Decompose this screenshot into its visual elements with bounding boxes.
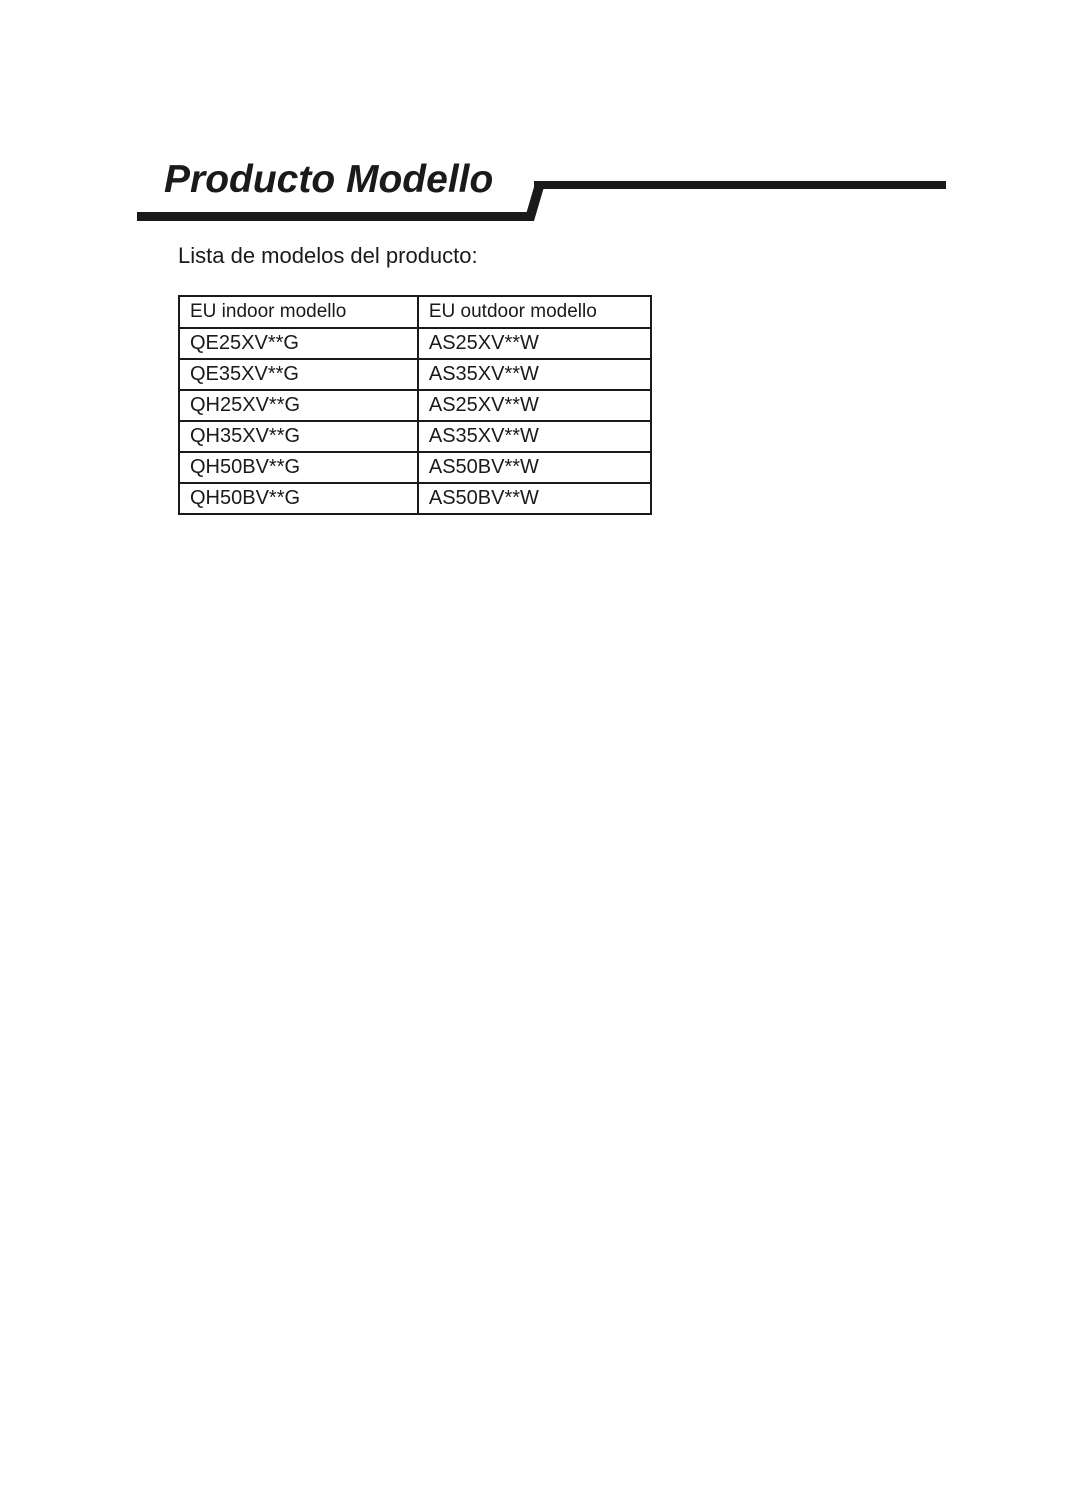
indoor-model-cell: QH50BV**G xyxy=(179,452,418,483)
title-underline-rule xyxy=(0,0,1083,260)
outdoor-model-cell: AS35XV**W xyxy=(418,421,651,452)
indoor-model-cell: QH35XV**G xyxy=(179,421,418,452)
page-title: Producto Modello xyxy=(164,158,494,201)
outdoor-model-cell: AS25XV**W xyxy=(418,328,651,359)
outdoor-model-cell: AS25XV**W xyxy=(418,390,651,421)
outdoor-model-cell: AS50BV**W xyxy=(418,483,651,514)
title-underline-slant xyxy=(524,187,544,221)
intro-text: Lista de modelos del producto: xyxy=(178,243,478,268)
table-header-row xyxy=(179,296,651,328)
table-row xyxy=(179,421,651,452)
outdoor-model-cell: AS50BV**W xyxy=(418,452,651,483)
title-underline-right-bar xyxy=(534,181,946,189)
title-underline-left-bar xyxy=(137,212,529,221)
table-row xyxy=(179,390,651,421)
table-row xyxy=(179,359,651,390)
indoor-model-cell: QE35XV**G xyxy=(179,359,418,390)
model-table xyxy=(178,295,652,515)
header-outdoor-model: EU outdoor modello xyxy=(418,296,651,328)
outdoor-model-cell: AS35XV**W xyxy=(418,359,651,390)
table-row xyxy=(179,328,651,359)
indoor-model-cell: QH50BV**G xyxy=(179,483,418,514)
indoor-model-cell: QH25XV**G xyxy=(179,390,418,421)
header-indoor-model: EU indoor modello xyxy=(179,296,418,328)
table-row xyxy=(179,452,651,483)
table-row xyxy=(179,483,651,514)
indoor-model-cell: QE25XV**G xyxy=(179,328,418,359)
